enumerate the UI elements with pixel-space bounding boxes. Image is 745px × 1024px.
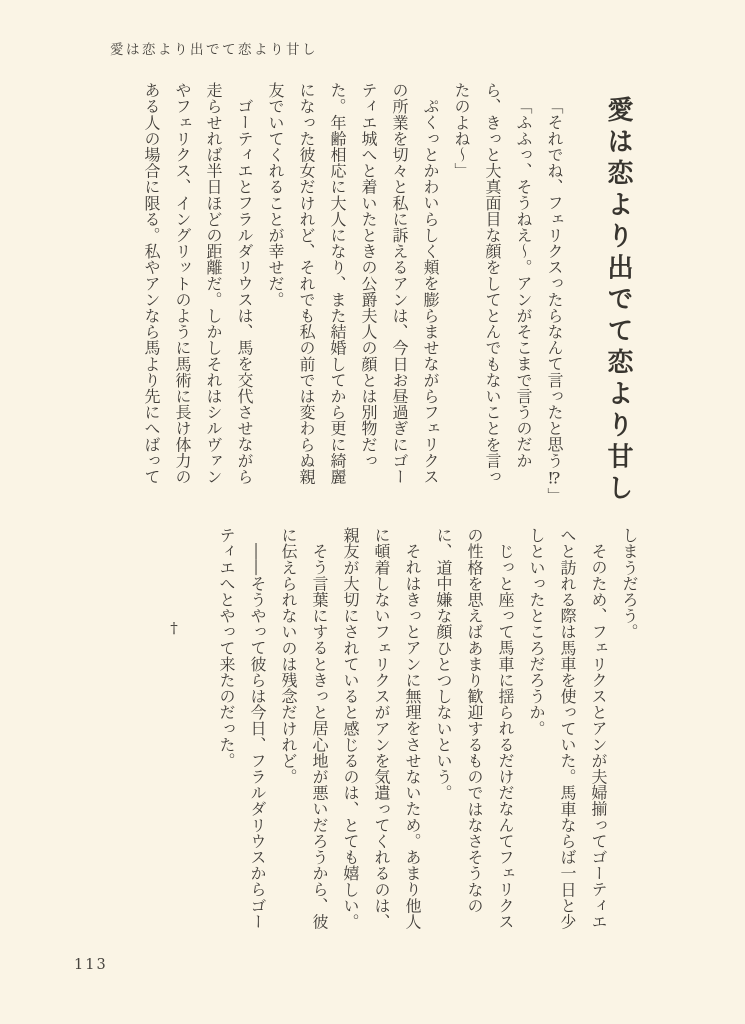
- paragraph-narration-7: ――そうやって彼らは今日、フラルダリウスからゴーティエへとやって来たのだった。: [217, 527, 267, 930]
- paragraph-dialogue-2: 「ふふっ、そうねえ〜。アンがそこまで言うのだから、きっと大真面目な顔をしてとんでもないことを言ったのよね〜」: [452, 82, 533, 485]
- text-section-bottom: [105, 527, 645, 943]
- page-number: 113: [74, 957, 108, 973]
- paragraph-narration-6: そう言葉にするときっと居心地が悪いだろうから、彼に伝えられないのは残念だけれど。: [279, 527, 329, 930]
- paragraph-narration-1: ぷくっとかわいらしく頬を膨らませながらフェリクスの所業を切々と私に訴えるアンは、今日お昼過ぎにゴーティエ城へと着いたときの公爵夫人の顔とは別物だった。年齢相応に大人になり、また結婚してから更に綺麗になった彼女だけれど、それでも私の前では変わらぬ親友でいてくれることが幸せだ。: [266, 82, 440, 485]
- paragraph-narration-5: それはきっとアンに無理をさせないため。あまり他人に頓着しないフェリクスがアンを気遣ってくれるのは、親友が大切にされていると感じるのは、とても嬉しい。: [341, 527, 422, 930]
- paragraph-dialogue-1: 「それでね、フェリクスったらなんて言ったと思う⁉」: [545, 98, 564, 504]
- text-section-top: [90, 82, 570, 504]
- running-header: 愛は恋より出でて恋より甘し: [110, 42, 318, 58]
- section-divider-dagger: †: [165, 619, 183, 638]
- paragraph-narration-2: ゴーティエとフラルダリウスは、馬を交代させながら走らせれば半日ほどの距離だ。しかしそれはシルヴァンやフェリクス、イングリットのように馬術に長け体力のある人の場合に限る。私やアンなら馬より先にへばって: [142, 82, 254, 485]
- paragraph-continuation: しまうだろう。: [620, 527, 639, 640]
- paragraph-narration-4: じっと座って馬車に揺られるだけだなんてフェリクスの性格を思えばあまり歓迎するものではなさそうなのに、道中嫌な顔ひとつしないという。: [434, 527, 515, 930]
- page-title: 愛は恋より出でて恋より甘し: [603, 96, 633, 506]
- paragraph-narration-3: そのため、フェリクスとアンが夫婦揃ってゴーティエへと訪れる際は馬車を使っていた。馬車ならば一日と少しといったところだろうか。: [527, 527, 608, 930]
